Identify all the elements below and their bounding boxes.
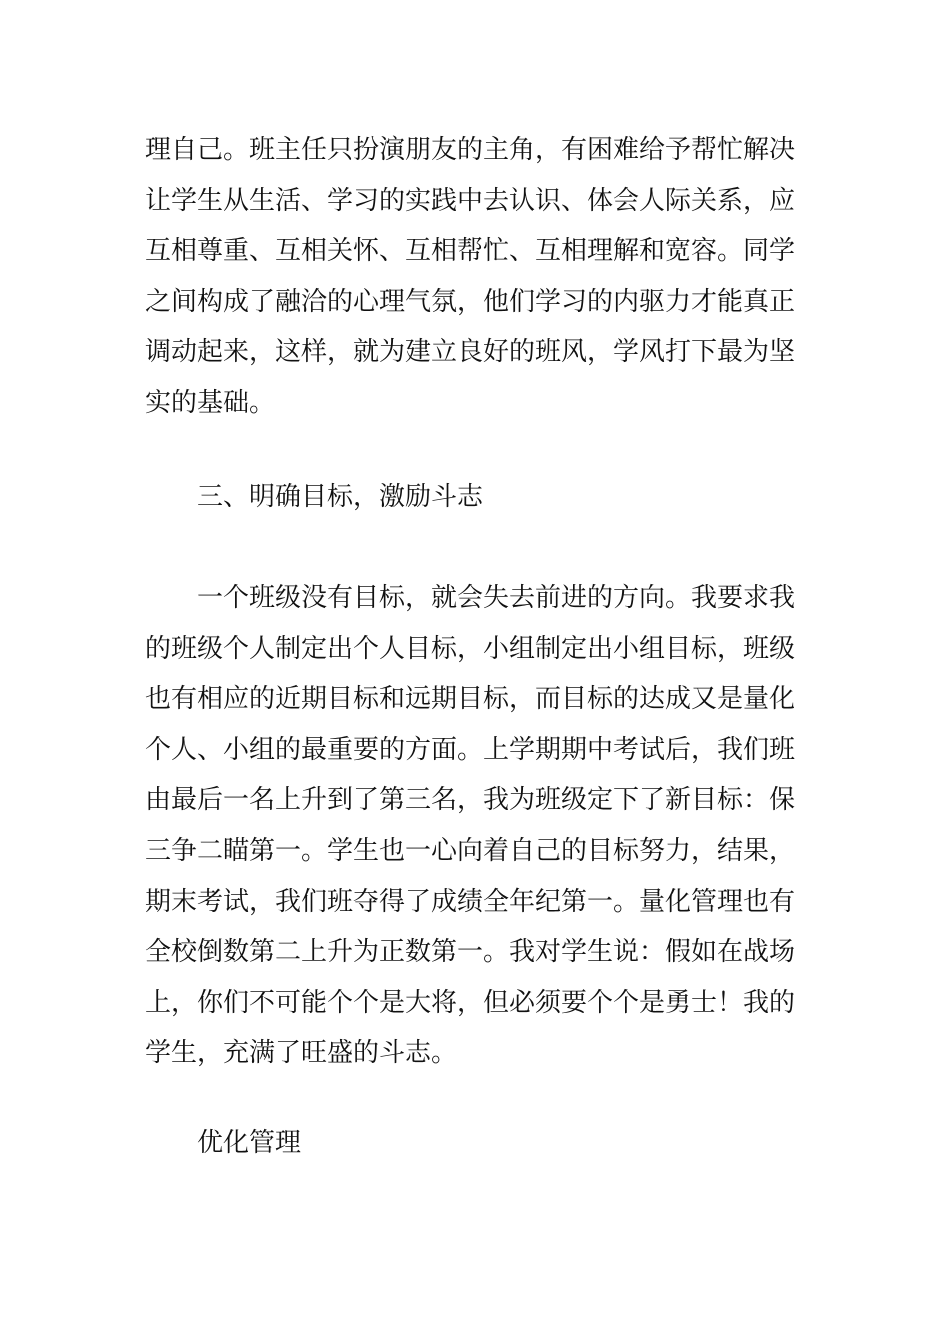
text-line: 学生，充满了旺盛的斗志。 bbox=[145, 1038, 458, 1069]
heading-text: 三、明确目标，激励斗志 bbox=[197, 482, 484, 512]
text-line: 全校倒数第二上升为正数第一。我对学生说：假如在战场 bbox=[145, 937, 796, 968]
text-line: 也有相应的近期目标和远期目标，而目标的达成又是量化 bbox=[145, 684, 796, 715]
text-line: 三争二瞄第一。学生也一心向着自己的目标努力，结果， bbox=[145, 835, 796, 866]
text-line: 之间构成了融洽的心理气氛，他们学习的内驱力才能真正 bbox=[145, 286, 796, 317]
text-line: 期末考试，我们班夺得了成绩全年纪第一。量化管理也有 bbox=[145, 886, 796, 917]
text-line: 互相尊重、互相关怀、互相帮忙、互相理解和宽容。同学 bbox=[145, 236, 796, 267]
text-line: 理自己。班主任只扮演朋友的主角，有困难给予帮忙解决 bbox=[145, 135, 796, 165]
section-heading-optimize-management bbox=[145, 1118, 815, 1169]
text-line: 个人、小组的最重要的方面。上学期期中考试后，我们班 bbox=[145, 734, 796, 765]
text-line: 实的基础。 bbox=[145, 387, 276, 418]
text-line: 的班级个人制定出个人目标，小组制定出小组目标，班级 bbox=[145, 633, 796, 664]
text-line: 调动起来，这样，就为建立良好的班风，学风打下最为坚 bbox=[145, 337, 796, 368]
text-line: 让学生从生活、学习的实践中去认识、体会人际关系，应 bbox=[145, 185, 796, 216]
text-line: 一个班级没有目标，就会失去前进的方向。我要求我 bbox=[197, 583, 796, 613]
text-line: 上，你们不可能个个是大将，但必须要个个是勇士！我的 bbox=[145, 987, 796, 1018]
section-heading-clear-goals bbox=[145, 472, 815, 523]
paragraph-class-goals bbox=[145, 573, 815, 1079]
text-line: 由最后一名上升到了第三名，我为班级定下了新目标：保 bbox=[145, 785, 796, 816]
heading-text: 优化管理 bbox=[197, 1128, 302, 1158]
paragraph-peer-relations bbox=[145, 125, 815, 429]
